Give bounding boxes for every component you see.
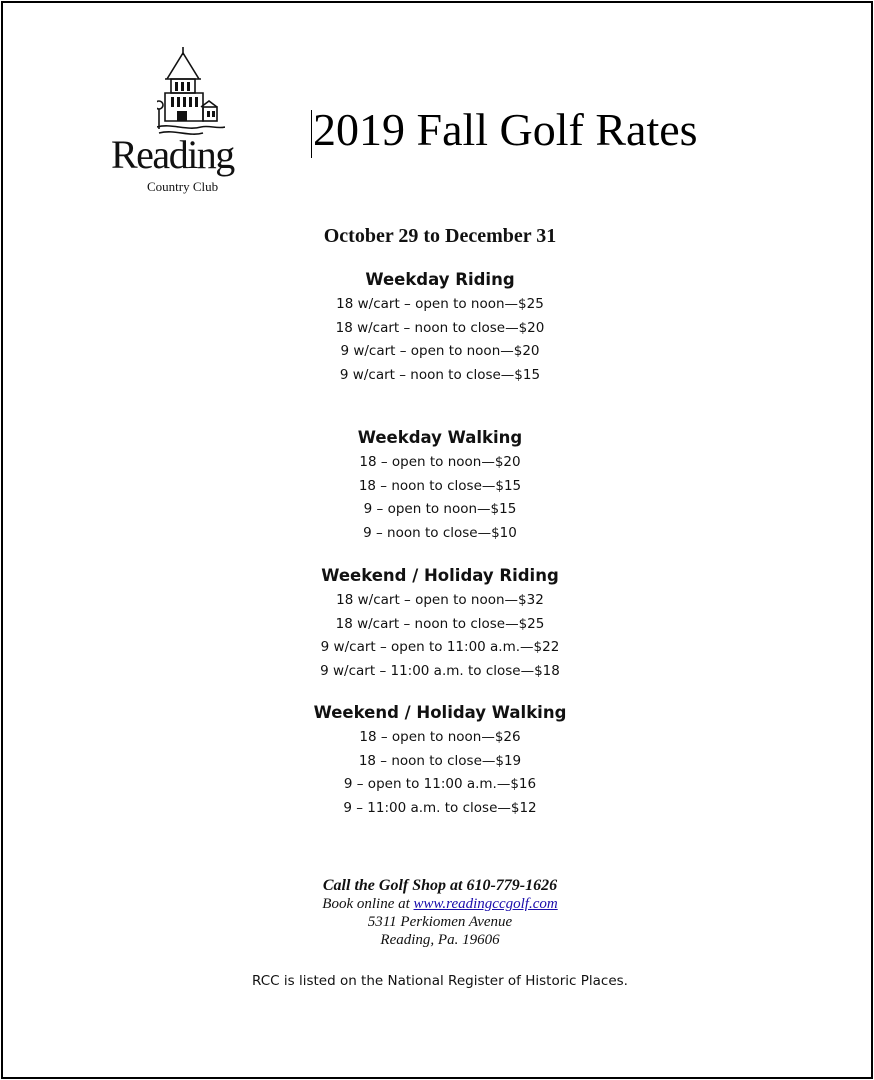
rate-row: 9 – noon to close—$10: [363, 524, 517, 541]
rate-row: 18 w/cart – noon to close—$20: [335, 319, 545, 336]
rate-row: 18 – noon to close—$15: [358, 477, 522, 494]
rate-row: 18 w/cart – noon to close—$25: [335, 615, 545, 632]
document-page: [1, 1, 873, 1079]
rate-row: 18 w/cart – open to noon—$32: [336, 592, 544, 608]
rate-row: 9 w/cart – noon to close—$15: [339, 366, 541, 383]
logo-subtitle: Country Club: [147, 179, 219, 194]
historic-register-note: RCC is listed on the National Register of Historic Places.: [252, 973, 628, 989]
rate-section-weekday-riding: [3, 267, 874, 387]
rate-row: 9 w/cart – open to 11:00 a.m.—$22: [320, 639, 560, 655]
contact-block: [3, 876, 874, 949]
section-heading: Weekday Walking: [357, 428, 523, 447]
rate-row: 18 – noon to close—$19: [358, 752, 522, 769]
rate-section-weekday-walking: [3, 425, 874, 545]
rate-section-weekend-walking: [3, 700, 874, 820]
street-address: 5311 Perkiomen Avenue: [367, 914, 513, 930]
section-heading: Weekend / Holiday Riding: [321, 566, 559, 585]
rate-section-weekend-riding: [3, 563, 874, 683]
rate-row: 18 – open to noon—$20: [359, 454, 521, 470]
rate-row: 9 – open to 11:00 a.m.—$16: [343, 776, 537, 792]
golf-shop-phone: Call the Golf Shop at 610-779-1626: [322, 877, 558, 894]
text-cursor: [311, 110, 312, 158]
page-title: 2019 Fall Golf Rates: [313, 104, 698, 155]
logo-name: Reading: [111, 132, 234, 177]
rate-row: 18 – open to noon—$26: [359, 729, 521, 745]
website-link[interactable]: www.readingccgolf.com: [413, 896, 558, 912]
date-range: October 29 to December 31: [323, 225, 557, 247]
rate-row: 18 w/cart – open to noon—$25: [336, 296, 544, 312]
rate-row: 9 w/cart – open to noon—$20: [340, 343, 540, 359]
club-logo: [111, 47, 271, 197]
booking-prefix: Book online at: [322, 896, 414, 912]
city-address: Reading, Pa. 19606: [380, 932, 500, 948]
rate-row: 9 – open to noon—$15: [363, 501, 517, 517]
section-heading: Weekend / Holiday Walking: [313, 703, 567, 722]
rate-row: 9 – 11:00 a.m. to close—$12: [343, 799, 537, 816]
section-heading: Weekday Riding: [365, 270, 515, 289]
booking-line: [3, 895, 874, 913]
clubhouse-tower-icon: [157, 47, 225, 139]
rate-row: 9 w/cart – 11:00 a.m. to close—$18: [320, 662, 560, 679]
